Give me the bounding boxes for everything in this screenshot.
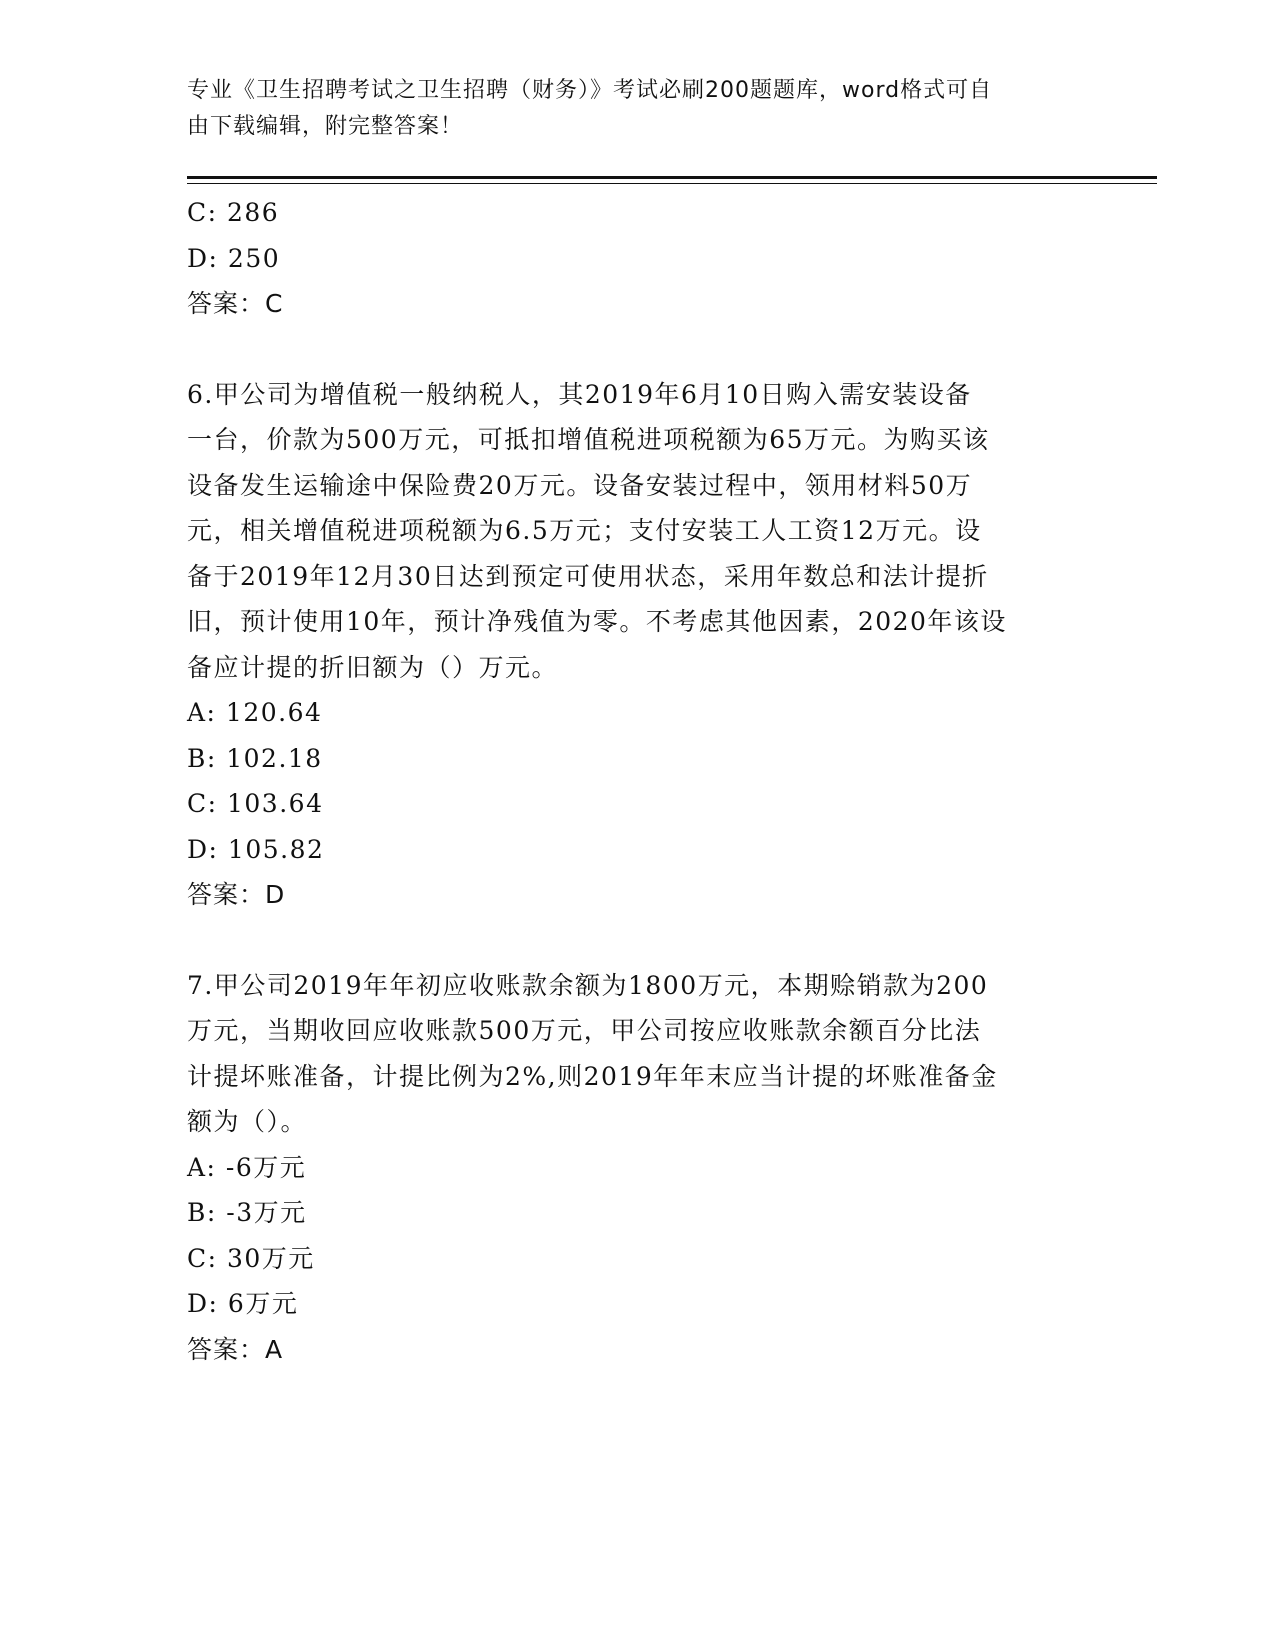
question-list (187, 190, 1087, 1372)
stem-line: 计提坏账准备，计提比例为2%,则2019年年末应当计提的坏账准备金 (187, 1061, 998, 1091)
answer-label: 答案：A (187, 1334, 284, 1364)
question-5-tail (187, 190, 1087, 327)
option-a: A: -6万元 (187, 1152, 307, 1182)
stem-line: 6.甲公司为增值税一般纳税人，其2019年6月10日购入需安装设备 (187, 379, 972, 409)
header-divider-thick (187, 176, 1157, 179)
option-d: D: 6万元 (187, 1289, 299, 1318)
header-line-1: 专业《卫生招聘考试之卫生招聘（财务）》考试必刷200题题库，word格式可自 (187, 78, 993, 103)
stem-line: 一台，价款为500万元，可抵扣增值税进项税额为65万元。为购买该 (187, 425, 990, 454)
option-c: C: 286 (187, 198, 280, 227)
option-c: C: 30万元 (187, 1243, 315, 1273)
header-line-2: 由下载编辑，附完整答案！ (187, 114, 464, 139)
stem-line: 7.甲公司2019年年初应收账款余额为1800万元，本期赊销款为200 (187, 970, 989, 1000)
question-7 (187, 963, 1087, 1373)
option-b: B: 102.18 (187, 743, 323, 773)
stem-line: 设备发生运输途中保险费20万元。设备安装过程中，领用材料50万 (187, 470, 973, 500)
option-c: C: 103.64 (187, 789, 324, 818)
stem-line: 备应计提的折旧额为（）万元。 (187, 652, 559, 682)
option-a: A: 120.64 (187, 698, 323, 727)
stem-line: 备于2019年12月30日达到预定可使用状态，采用年数总和法计提折 (187, 561, 989, 591)
option-b: B: -3万元 (187, 1198, 307, 1227)
question-stem (187, 372, 1087, 691)
stem-line: 元，相关增值税进项税额为6.5万元；支付安装工人工资12万元。设 (187, 516, 982, 545)
header-divider-thin (187, 183, 1157, 184)
stem-line: 万元，当期收回应收账款500万元，甲公司按应收账款余额百分比法 (187, 1016, 982, 1045)
question-stem (187, 963, 1087, 1145)
option-d: D: 105.82 (187, 834, 325, 864)
question-6 (187, 372, 1087, 918)
option-d: D: 250 (187, 243, 281, 273)
stem-line: 额为（）。 (187, 1107, 308, 1136)
stem-line: 旧，预计使用10年，预计净残值为零。不考虑其他因素，2020年该设 (187, 607, 1007, 636)
answer-label: 答案：D (187, 880, 286, 909)
page-header (187, 73, 1067, 145)
answer-label: 答案：C (187, 289, 284, 318)
